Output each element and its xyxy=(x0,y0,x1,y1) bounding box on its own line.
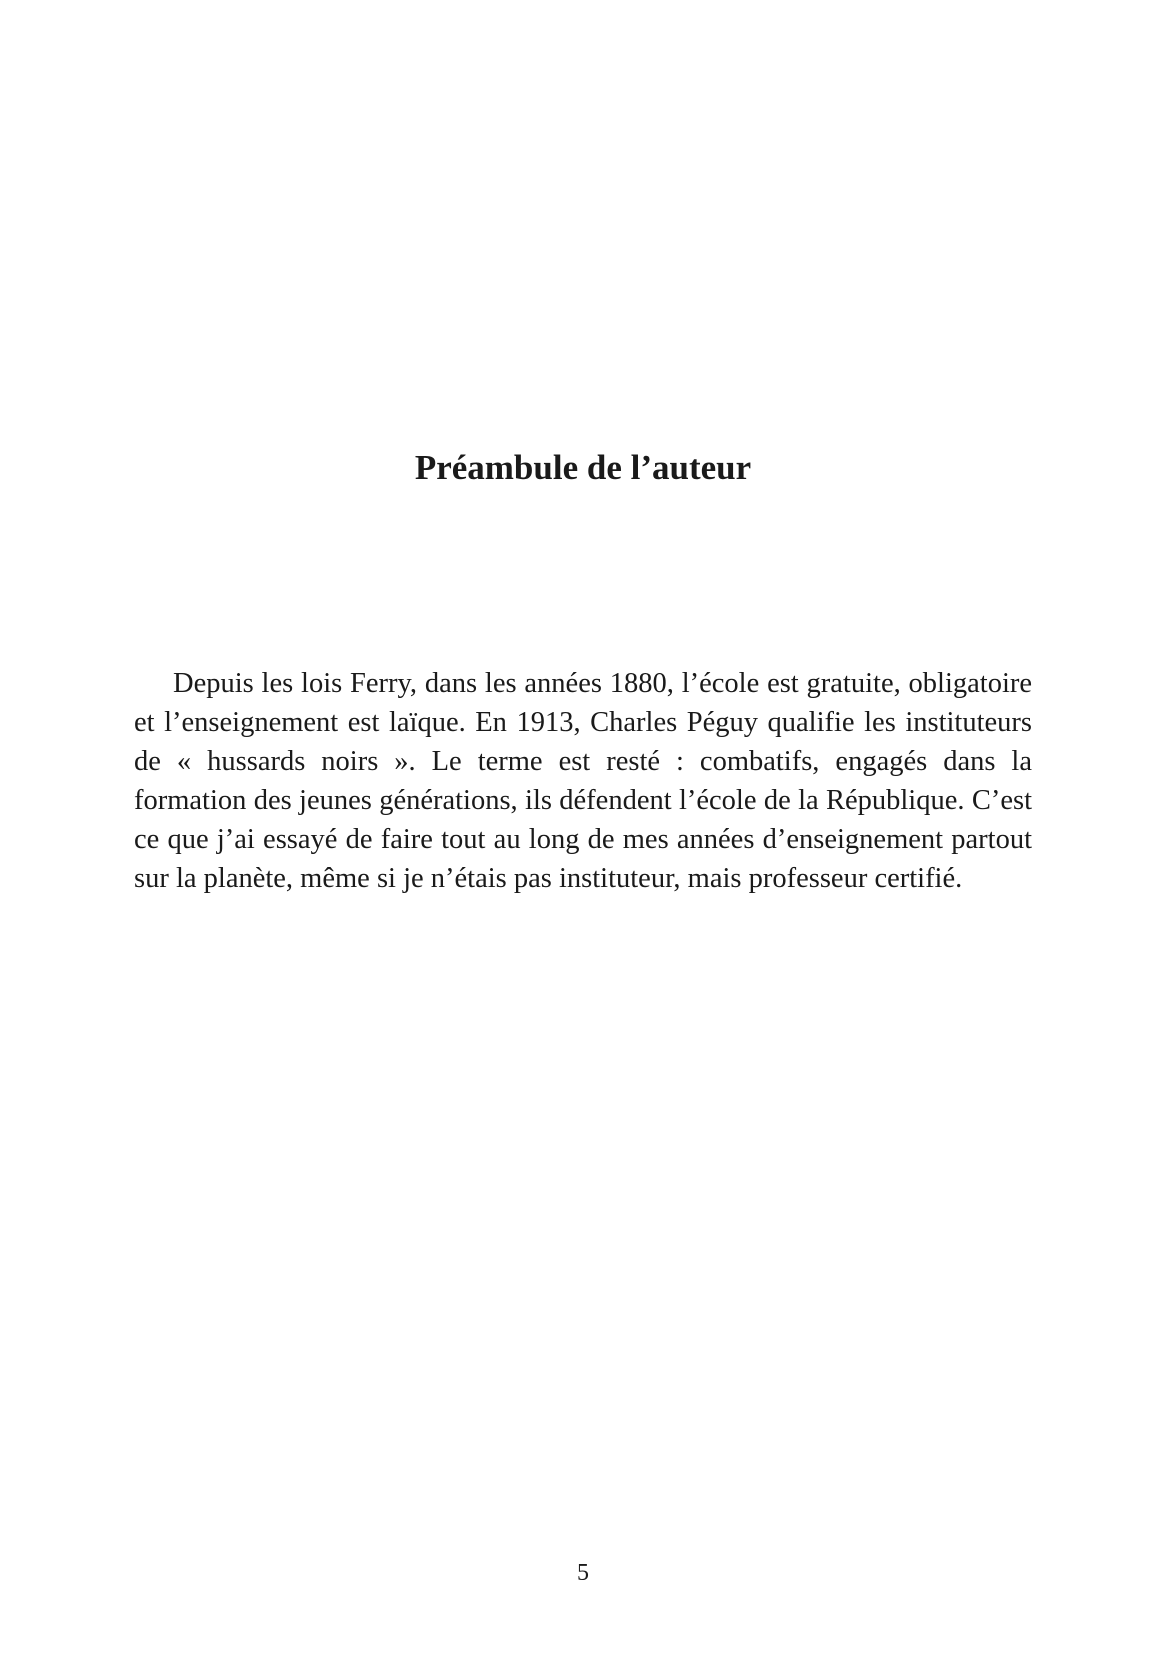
page-number: 5 xyxy=(577,1560,589,1586)
page-title: Préambule de l’auteur xyxy=(414,448,752,487)
body-paragraph: Depuis les lois Ferry, dans les années 1880, l’école est gratuite, obligatoire et l’enseignement est laïque. En 1913, Charles Péguy qualifie les instituteurs de « hussards noirs ». Le terme est resté : combatifs, engagés dans la formation des jeunes générations, ils défendent l’école de la République. C’est ce que j’ai essayé de faire tout au long de mes années d’enseignement partout sur la planète, même si je n’étais pas instituteur, mais professeur certifié. xyxy=(134,668,1032,894)
